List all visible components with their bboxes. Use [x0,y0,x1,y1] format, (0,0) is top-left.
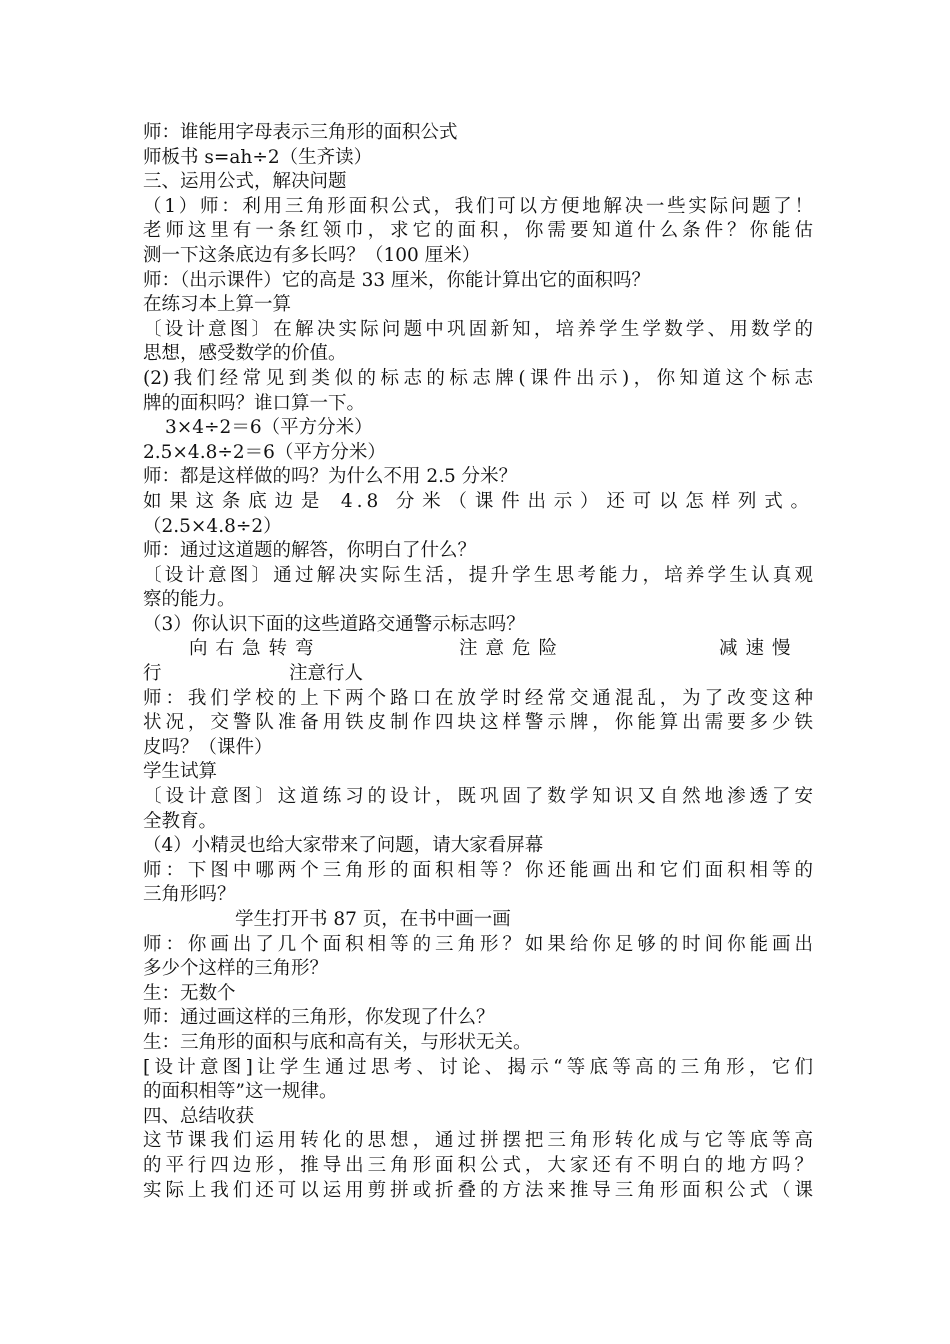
sign-label-slow-down-continued: 行 [143,663,170,685]
traffic-signs-row-1 [143,637,813,662]
text-line: （1）师：利用三角形面积公式，我们可以方便地解决一些实际问题了！ [143,195,813,217]
traffic-signs-row-2 [143,662,813,687]
formula-line: 2.5×4.8÷2＝6（平方分米） [143,441,386,463]
document-body [143,121,813,1203]
text-line: （3）你认识下面的这些道路交通警示标志吗？ [143,613,525,635]
text-line: 师：我们学校的上下两个路口在放学时经常交通混乱，为了改变这种 [143,687,813,709]
text-line: (2)我们经常见到类似的标志的标志牌(课件出示)，你知道这个标志 [143,367,813,389]
design-intent-line: 〔设计意图〕通过解决实际生活，提升学生思考能力，培养学生认真观 [143,564,813,586]
text-line: 学生打开书 87 页，在书中画一画 [235,909,511,930]
text-line: 学生试算 [143,761,218,783]
text-line: 师：通过画这样的三角形，你发现了什么？ [143,1007,495,1029]
text-line: 牌的面积吗？谁口算一下。 [143,392,366,414]
text-line: 这节课我们运用转化的思想，通过拼摆把三角形转化成与它等底等高 [143,1130,813,1152]
design-intent-line: 〔设计意图〕在解决实际问题中巩固新知，培养学生学数学、用数学的 [143,318,813,340]
text-line: 师：通过这道题的解答，你明白了什么？ [143,540,477,562]
text-line: 生：三角形的面积与底和高有关，与形状无关。 [143,1031,532,1053]
section-heading: 三、运用公式，解决问题 [143,171,347,193]
text-line: 师：都是这样做的吗？为什么不用 2.5 分米？ [143,466,518,488]
text-line: 测一下这条底边有多长吗？（100 厘米） [143,244,481,266]
text-line: 的面积相等”这一规律。 [143,1081,338,1103]
text-line: 老师这里有一条红领巾，求它的面积，你需要知道什么条件？你能估 [143,220,813,242]
text-line: 全教育。 [143,810,218,832]
text-line: 在练习本上算一算 [143,294,292,316]
text-line: 师：你画出了几个面积相等的三角形？如果给你足够的时间你能画出 [143,933,813,955]
sign-label-slow-down: 减速慢 [719,638,799,660]
text-line: 师：（出示课件）它的高是 33 厘米，你能计算出它的面积吗？ [143,269,651,291]
text-line: 如果这条底边是 4.8 分米（课件出示）还可以怎样列式。 [143,490,813,512]
design-intent-line: 〔设计意图〕这道练习的设计，既巩固了数学知识又自然地渗透了安 [143,786,813,808]
design-intent-line: [设计意图]让学生通过思考、讨论、揭示“等底等高的三角形，它们 [143,1056,813,1078]
text-line: 师板书 s=ah÷2（生齐读） [143,146,373,168]
section-heading: 四、总结收获 [143,1105,255,1127]
text-line: （4）小精灵也给大家带来了问题，请大家看屏幕 [143,835,544,857]
sign-label-danger: 注意危险 [459,638,566,660]
text-line: 思想，感受数学的价值。 [143,343,347,365]
text-line: 察的能力。 [143,589,236,611]
formula-line: （2.5×4.8÷2） [143,515,282,537]
text-line: 三角形吗？ [143,884,236,906]
sign-label-pedestrians: 注意行人 [289,663,364,685]
text-line: 状况，交警队准备用铁皮制作四块这样警示牌，你能算出需要多少铁 [143,712,813,734]
text-line: 师：下图中哪两个三角形的面积相等？你还能画出和它们面积相等的 [143,859,813,881]
text-line: 皮吗？（课件） [143,736,273,758]
text-line: 的平行四边形，推导出三角形面积公式，大家还有不明白的地方吗？ [143,1154,813,1176]
sign-label-sharp-right-turn: 向右急转弯 [189,638,322,660]
text-line: 生：无数个 [143,982,236,1004]
formula-line: 3×4÷2＝6（平方分米） [165,417,373,439]
text-line: 多少个这样的三角形？ [143,958,329,980]
text-line: 师：谁能用字母表示三角形的面积公式 [143,122,458,143]
text-line: 实际上我们还可以运用剪拼或折叠的方法来推导三角形面积公式（课 [143,1179,813,1201]
